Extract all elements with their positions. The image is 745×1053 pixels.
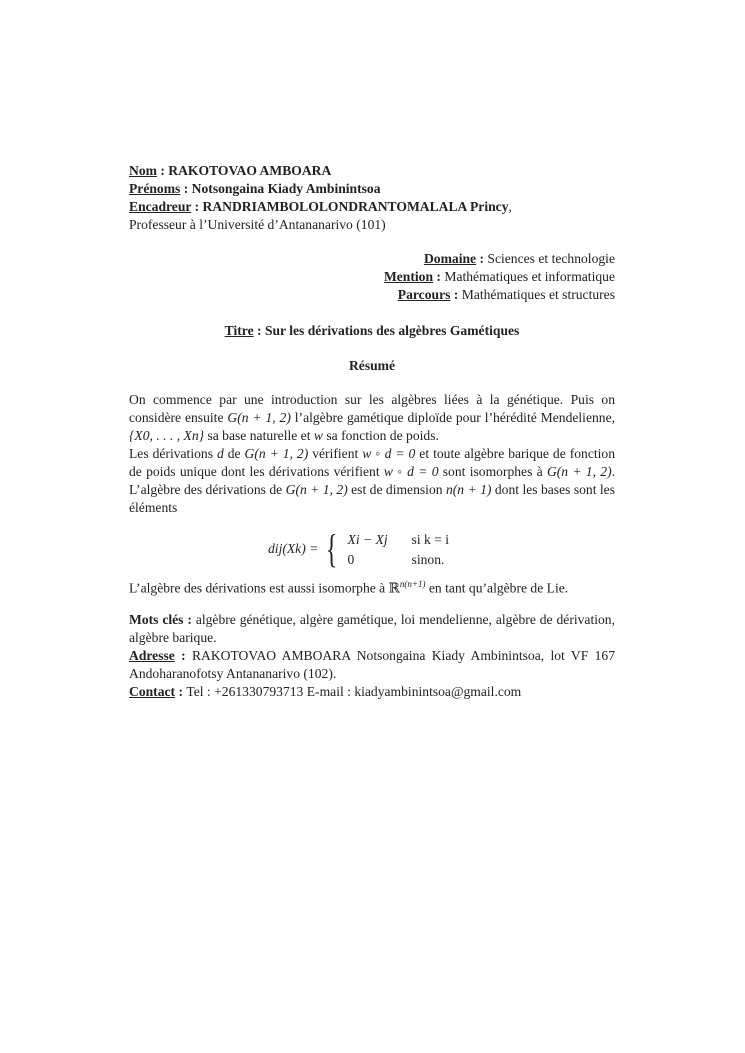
- mention-line: Mention : Mathématiques et informatique: [383, 269, 615, 284]
- math-exponent: n(n+1): [399, 579, 426, 589]
- titre-label: Titre: [224, 323, 254, 338]
- math-expression: G(n + 1, 2): [546, 464, 612, 479]
- math-expression: d: [216, 446, 224, 461]
- mention-label: Mention: [383, 269, 434, 284]
- math-expression: w ◦ d = 0: [383, 464, 439, 479]
- resume-paragraph: [129, 391, 615, 517]
- prenoms-value: Notsongaina Kiady Ambinintsoa: [191, 181, 381, 196]
- encadreur-role: Professeur à l’Université d’Antananarivo (101): [129, 217, 386, 232]
- math-expression: G(n + 1, 2): [227, 410, 291, 425]
- resume-text: et toute algèbre barique de fonction de poids unique dont les dérivations vérifient: [129, 446, 616, 479]
- author-block: [129, 162, 615, 234]
- keywords-label: Mots clés :: [129, 612, 192, 627]
- encadreur-value: RANDRIAMBOLOLONDRANTOMALALA Princy: [202, 199, 509, 214]
- parcours-value: Mathématiques et structures: [461, 287, 615, 302]
- parcours-label: Parcours: [397, 287, 451, 302]
- math-expression: n(n + 1): [445, 482, 492, 497]
- nom-label: Nom: [129, 163, 157, 178]
- contact-label: Contact: [129, 684, 176, 699]
- resume-text: . L’algèbre des dérivations de: [129, 464, 616, 497]
- left-brace: {: [326, 526, 338, 571]
- resume-text: vérifient: [308, 446, 363, 461]
- case2-value: 0: [347, 551, 355, 567]
- resume-text: sont isomorphes à: [438, 464, 547, 479]
- contact-line: Contact : Tel : +261330793713 E-mail : kiadyambinintsoa@gmail.com: [129, 684, 522, 699]
- formula-cases: [348, 531, 450, 568]
- domaine-line: Domaine : Sciences et technologie: [423, 251, 615, 266]
- resume-text: dont les bases sont les éléments: [129, 482, 616, 515]
- math-expression: ℝ: [388, 580, 400, 596]
- mention-value: Mathématiques et informatique: [444, 269, 615, 284]
- resume-text: L’algèbre des dérivations est aussi isomorphe à: [129, 580, 389, 596]
- nom-line: Nom : RAKOTOVAO AMBOARA: [129, 163, 332, 178]
- footer-block: [129, 611, 615, 701]
- resume-text: Les dérivations: [129, 446, 217, 461]
- resume-text: sa fonction de poids.: [322, 428, 439, 443]
- case1-value: Xi − Xj: [347, 531, 388, 547]
- math-expression: G(n + 1, 2): [244, 446, 309, 461]
- domaine-value: Sciences et technologie: [487, 251, 615, 266]
- case2-condition: sinon.: [411, 551, 445, 567]
- nom-value: RAKOTOVAO AMBOARA: [168, 163, 332, 178]
- resume-text: sa base naturelle et: [204, 428, 314, 443]
- keywords-value: algèbre génétique, algère gamétique, loi mendelienne, algèbre de dérivation, algèbre barique.: [129, 612, 615, 645]
- parcours-line: Parcours : Mathématiques et structures: [397, 287, 615, 302]
- math-expression: w ◦ d = 0: [362, 446, 416, 461]
- keywords-line: [129, 611, 615, 647]
- prenoms-label: Prénoms: [129, 181, 181, 196]
- resume-text: l’algèbre gamétique diploïde pour l’hérédité Mendelienne,: [290, 410, 616, 425]
- resume-conclusion: [129, 575, 615, 598]
- math-expression: G(n + 1, 2): [285, 482, 348, 497]
- math-expression: w: [313, 428, 323, 443]
- encadreur-line: Encadreur : RANDRIAMBOLOLONDRANTOMALALA Princy,: [129, 199, 512, 214]
- resume-text: en tant qu’algèbre de Lie.: [425, 580, 569, 596]
- resume-text: On commence par une introduction sur les algèbres liées à la génétique. Puis on considère ensuite: [129, 392, 615, 425]
- math-expression: {X0, . . . , Xn}: [129, 428, 205, 443]
- address-label: Adresse: [129, 648, 175, 663]
- resume-text: de: [223, 446, 245, 461]
- prenoms-line: Prénoms : Notsongaina Kiady Ambinintsoa: [129, 181, 381, 196]
- info-block: [129, 250, 615, 304]
- derivation-formula: [268, 527, 449, 571]
- formula-lhs: dij(Xk) =: [268, 541, 319, 556]
- resume-text: est de dimension: [347, 482, 446, 497]
- title-line: Titre : Sur les dérivations des algèbres Gamétiques: [224, 323, 520, 338]
- address-line: Adresse : RAKOTOVAO AMBOARA Notsongaina Kiady Ambinintsoa, lot VF 167 Andoharanofotsy Antananarivo (102).: [129, 648, 615, 681]
- resume-heading: Résumé: [348, 358, 396, 373]
- case1-condition: si k = i: [411, 531, 450, 547]
- contact-value: Tel : +261330793713 E-mail : kiadyambinintsoa@gmail.com: [186, 684, 522, 699]
- address-value: RAKOTOVAO AMBOARA Notsongaina Kiady Ambinintsoa, lot VF 167 Andoharanofotsy Antananarivo (102).: [129, 648, 615, 681]
- domaine-label: Domaine: [423, 251, 477, 266]
- encadreur-label: Encadreur: [129, 199, 192, 214]
- titre-value: Sur les dérivations des algèbres Gamétiques: [264, 323, 520, 338]
